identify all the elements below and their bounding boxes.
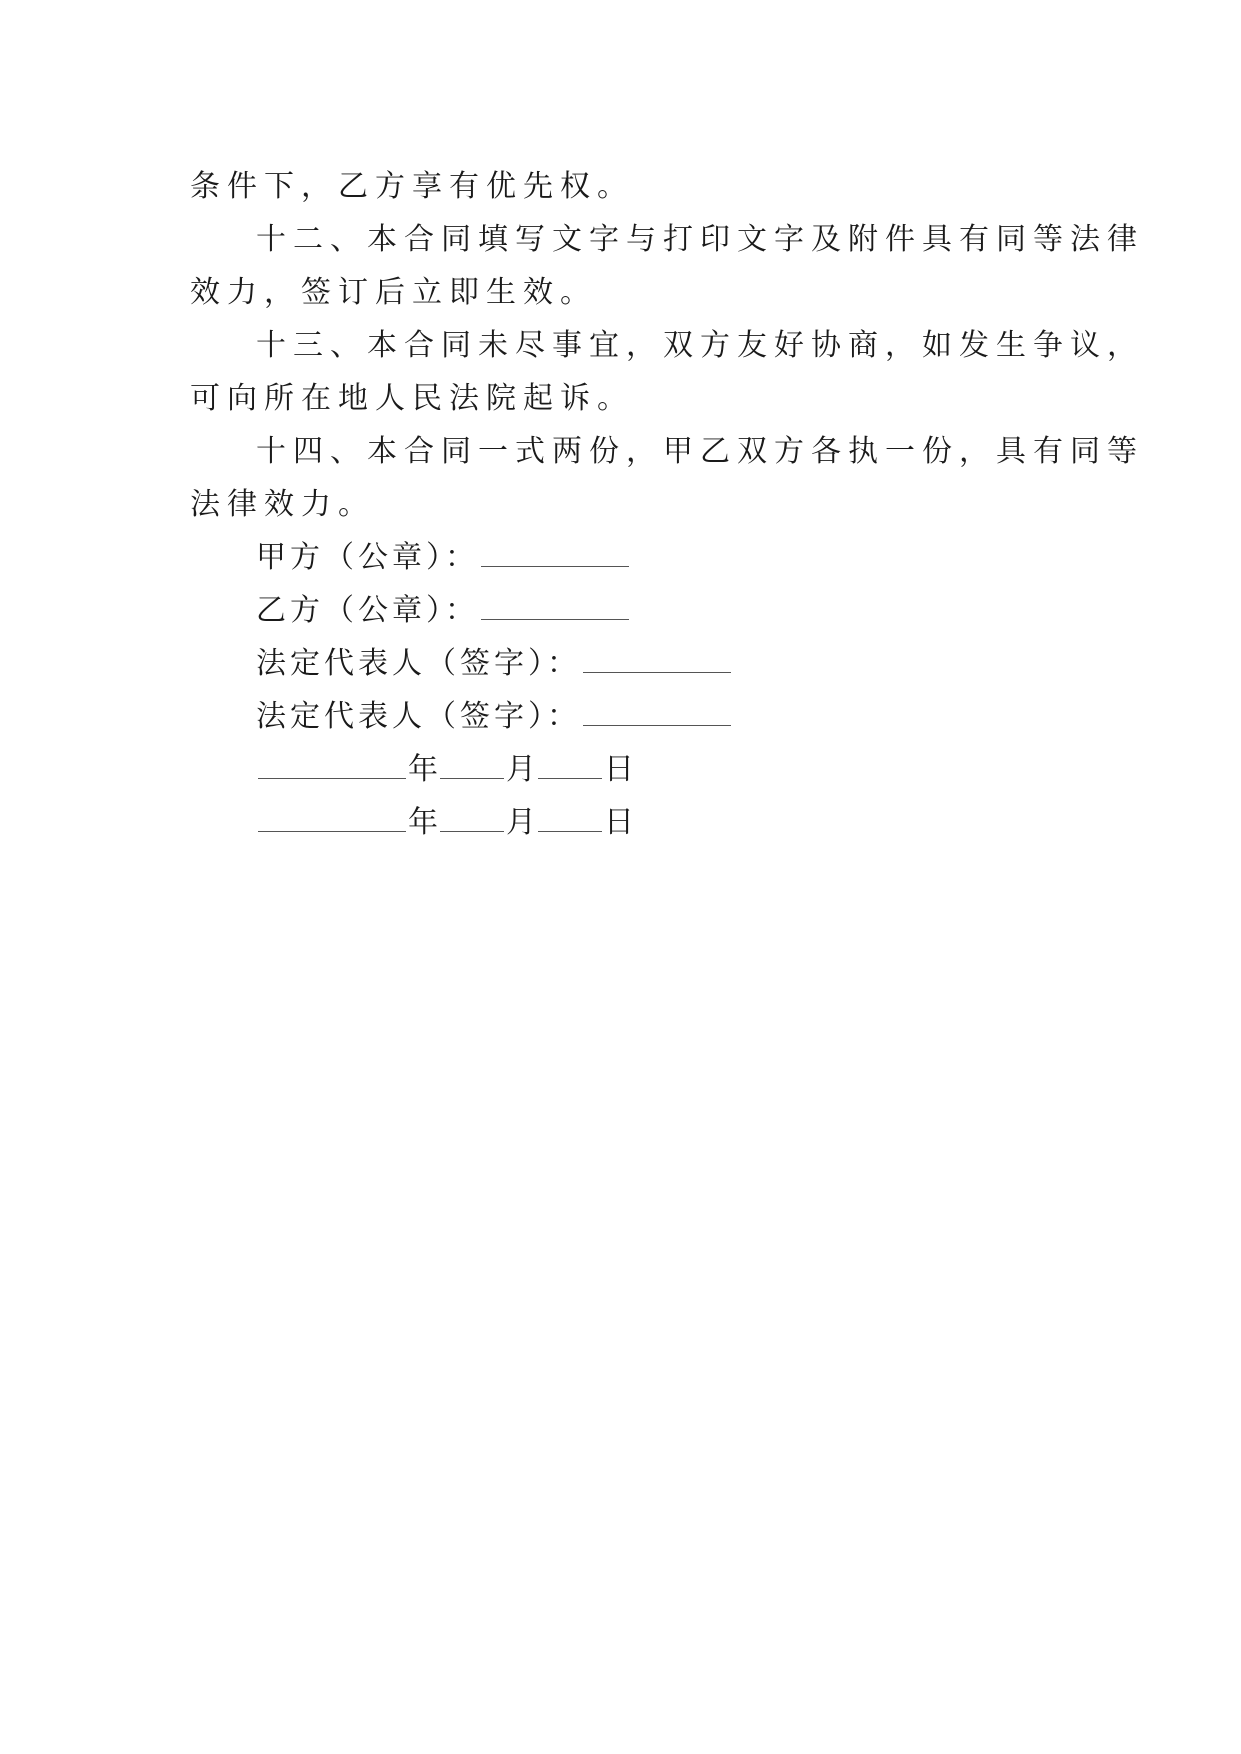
- date-2-year-label: 年: [408, 805, 438, 840]
- clause-11-continuation: 条件下，乙方享有优先权。: [190, 169, 634, 204]
- date-1-month-label: 月: [506, 752, 536, 787]
- date-1-year-blank[interactable]: [258, 752, 406, 779]
- date-2-month-label: 月: [506, 805, 536, 840]
- party-b-seal-row: [256, 591, 631, 631]
- party-a-seal-row: [256, 538, 631, 578]
- clause-13-line-2: 可向所在地人民法院起诉。: [190, 381, 634, 416]
- representative-2-label: 法定代表人（签字）：: [256, 699, 581, 734]
- representative-2-row: [256, 697, 733, 737]
- party-a-seal-label: 甲方（公章）：: [256, 540, 479, 575]
- clause-14-line-1: 十四、本合同一式两份，甲乙双方各执一份，具有同等: [256, 434, 1144, 469]
- date-1-day-label: 日: [604, 752, 634, 787]
- date-2-day-label: 日: [604, 805, 634, 840]
- party-a-seal-blank[interactable]: [481, 540, 629, 567]
- date-1-day-blank[interactable]: [538, 752, 602, 779]
- date-1-month-blank[interactable]: [440, 752, 504, 779]
- date-1-year-label: 年: [408, 752, 438, 787]
- clause-14-line-2: 法律效力。: [190, 487, 375, 522]
- clause-12-line-1: 十二、本合同填写文字与打印文字及附件具有同等法律: [256, 222, 1144, 257]
- party-b-seal-blank[interactable]: [481, 593, 629, 620]
- party-b-seal-label: 乙方（公章）：: [256, 593, 479, 628]
- representative-1-label: 法定代表人（签字）：: [256, 646, 581, 681]
- representative-1-blank[interactable]: [583, 646, 731, 673]
- clause-13-line-1: 十三、本合同未尽事宜，双方友好协商，如发生争议，: [256, 328, 1144, 363]
- date-row-2: [256, 803, 634, 843]
- representative-2-blank[interactable]: [583, 699, 731, 726]
- representative-1-row: [256, 644, 733, 684]
- date-row-1: [256, 750, 634, 790]
- clause-12-line-2: 效力，签订后立即生效。: [190, 275, 597, 310]
- date-2-year-blank[interactable]: [258, 805, 406, 832]
- date-2-month-blank[interactable]: [440, 805, 504, 832]
- date-2-day-blank[interactable]: [538, 805, 602, 832]
